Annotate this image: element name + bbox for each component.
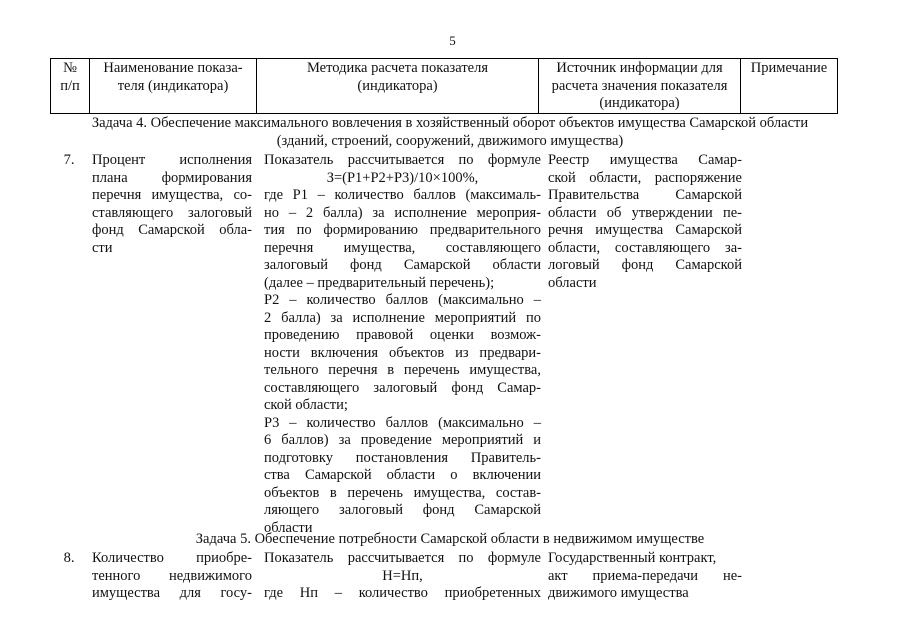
header-text: Источник информации для xyxy=(556,60,723,76)
text-line: Р3 – количество баллов (максимально – xyxy=(264,414,541,431)
text-line: тельного перечня в перечень имущества, xyxy=(264,362,541,378)
text-line: 6 баллов) за проведение мероприятий и xyxy=(264,432,541,448)
header-text: п/п xyxy=(60,77,80,94)
text-line: Правительства Самарской xyxy=(548,187,742,203)
text-line: акт приема-передачи не- xyxy=(548,567,742,584)
header-text: Примечание xyxy=(750,60,828,76)
text-line: Процент исполнения xyxy=(92,152,252,168)
text-line: перечня имущества, составляющего xyxy=(264,239,541,256)
calculation-method xyxy=(264,152,541,537)
text-line: 2 балла) за исполнение мероприятий по xyxy=(264,309,541,326)
text-line: ской области; xyxy=(264,397,348,413)
header-num xyxy=(51,59,90,114)
information-source xyxy=(548,550,742,603)
text-line: имущества для госу- xyxy=(92,585,252,601)
text-line: где Р1 – количество баллов (максималь- xyxy=(264,187,541,203)
header-method xyxy=(257,59,539,114)
task-line: Задача 4. Обеспечение максимального вовлечения в хозяйственный оборот объектов имущества Самарской области xyxy=(91,115,809,131)
text-line: области xyxy=(264,519,313,536)
header-text: (индикатора) xyxy=(599,95,680,111)
header-text: расчета значения показателя xyxy=(551,77,728,94)
task-line: (зданий, строений, сооружений, движимого имущества) xyxy=(276,132,624,149)
text-line: перечня имущества, со- xyxy=(92,187,252,203)
text-line: плана формирования xyxy=(92,169,252,186)
text-line: подготовку постановления Правитель- xyxy=(264,449,541,466)
text-line: речня имущества Самарской xyxy=(548,222,742,238)
text-line: ставляющего залоговый xyxy=(92,204,252,221)
text-line: области, составляющего за- xyxy=(548,239,742,256)
header-note xyxy=(741,59,838,114)
table-header xyxy=(50,58,838,114)
text-line: сти xyxy=(92,239,113,256)
header-text: (индикатора) xyxy=(357,77,438,94)
text-line: объектов в перечень имущества, состав- xyxy=(264,484,541,501)
task-5-heading: Задача 5. Обеспечение потребности Самарской области в недвижимом имуществе xyxy=(195,531,705,547)
text-line: Показатель рассчитывается по формуле xyxy=(264,152,541,168)
text-line: ской области, распоряжение xyxy=(548,169,742,186)
header-source xyxy=(539,59,741,114)
text-line: Государственный контракт, xyxy=(548,550,717,566)
text-line: области xyxy=(548,274,597,291)
calculation-method xyxy=(264,550,541,603)
header-text: № xyxy=(63,60,77,76)
information-source xyxy=(548,152,742,292)
text-line: тенного недвижимого xyxy=(92,567,252,584)
indicator-name xyxy=(92,152,252,257)
text-line: движимого имущества xyxy=(548,585,689,601)
text-line: но – 2 балла) за исполнение мероприя- xyxy=(264,204,541,221)
text-line: тия по формированию предварительного xyxy=(264,222,541,238)
text-line: логовый фонд Самарской xyxy=(548,257,742,273)
row-number: 7. xyxy=(63,152,75,168)
text-line: фонд Самарской обла- xyxy=(92,222,252,238)
text-line: ности включения объектов из предвари- xyxy=(264,344,541,361)
text-line: составляющего залоговый фонд Самар- xyxy=(264,379,541,396)
text-line: где Нп – количество приобретенных xyxy=(264,585,541,601)
text-line: ляющего залоговый фонд Самарской xyxy=(264,502,541,518)
text-line: ства Самарской области о включении xyxy=(264,467,541,483)
text-line: Реестр имущества Самар- xyxy=(548,152,742,168)
text-line: Показатель рассчитывается по формуле xyxy=(264,550,541,566)
header-text: Методика расчета показателя xyxy=(306,60,488,76)
text-line: проведению правовой оценки возмож- xyxy=(264,327,541,343)
header-text: теля (индикатора) xyxy=(117,77,229,94)
text-line: залоговый фонд Самарской области xyxy=(264,257,541,273)
text-line: Количество приобре- xyxy=(92,550,252,566)
text-line: Р2 – количество баллов (максимально – xyxy=(264,292,541,308)
text-line: области об утверждении пе- xyxy=(548,204,742,221)
page-number: 5 xyxy=(449,33,456,48)
indicator-name xyxy=(92,550,252,603)
task-4-heading xyxy=(50,115,850,150)
formula: З=(Р1+Р2+Р3)/10×100%, xyxy=(326,169,479,186)
formula: Н=Нп, xyxy=(382,567,423,584)
header-name xyxy=(90,59,257,114)
text-line: (далее – предварительный перечень); xyxy=(264,274,495,291)
header-text: Наименование показа- xyxy=(103,60,243,76)
row-number: 8. xyxy=(63,550,75,566)
